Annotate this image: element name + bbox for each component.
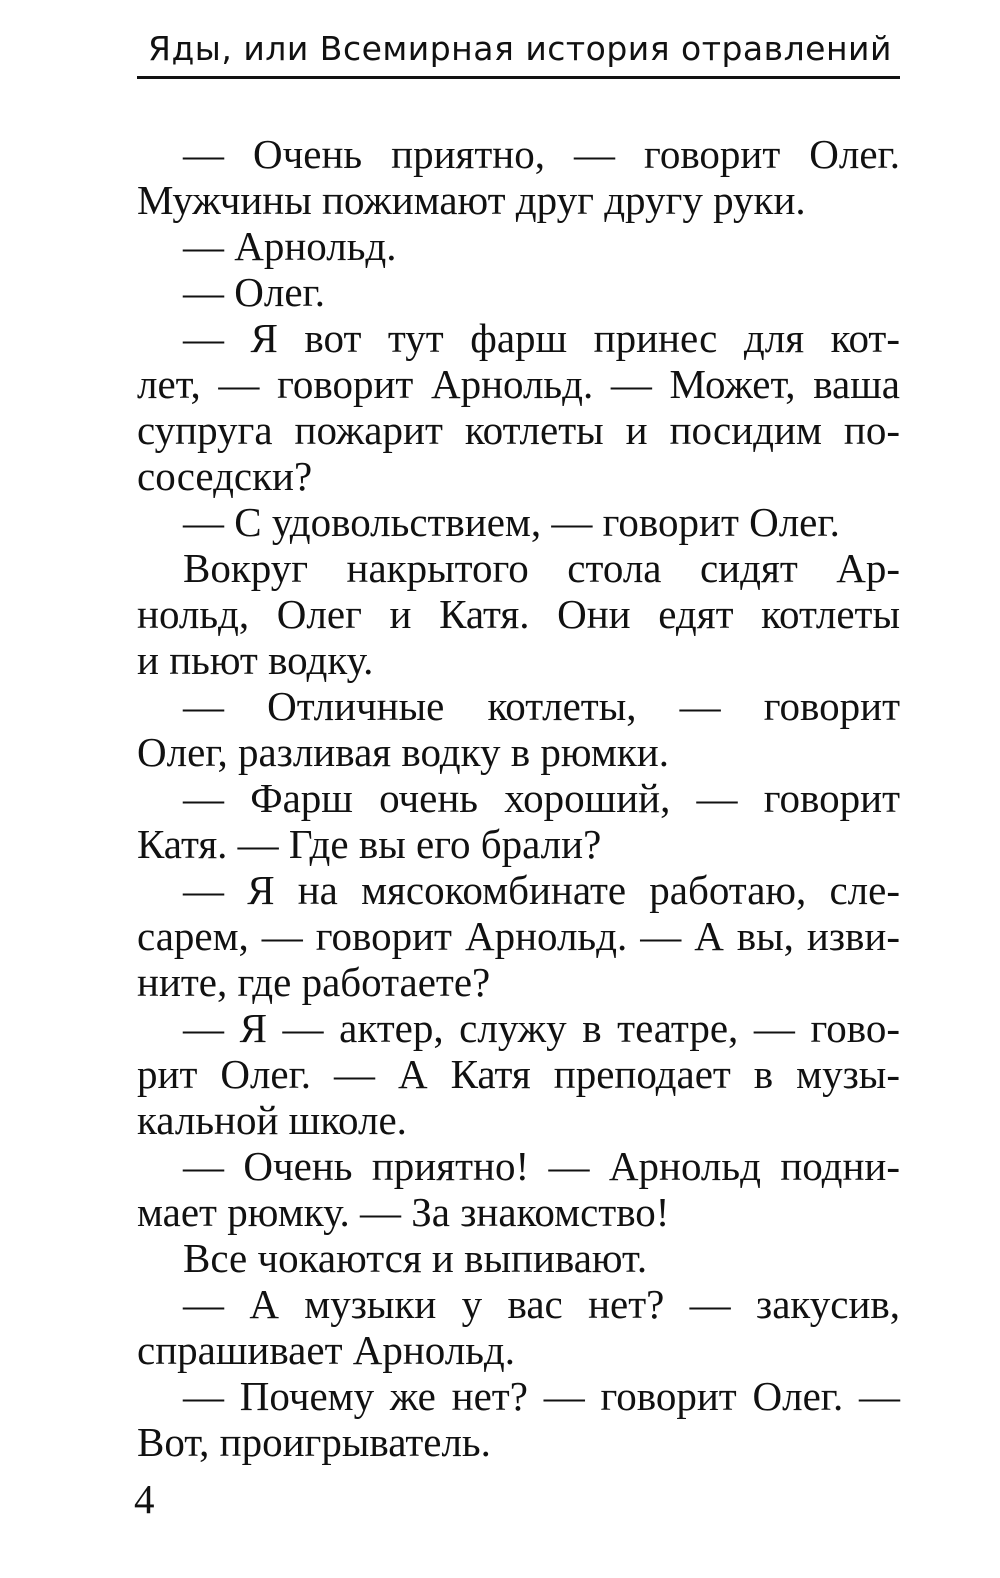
text-line: соседски? — [137, 453, 313, 499]
text-line: — Я — актер, служу в театре, — гово- — [183, 1005, 900, 1051]
text-line: спрашивает Арнольд. — [137, 1327, 516, 1373]
text-line: — Арнольд. — [183, 223, 397, 269]
text-line: — С удовольствием, — говорит Олег. — [183, 499, 840, 545]
body-text — [137, 131, 900, 1465]
text-line: Вот, проигрыватель. — [137, 1419, 491, 1465]
text-line: Олег, разливая водку в рюмки. — [137, 729, 669, 775]
text-line: мает рюмку. — За знакомство! — [137, 1189, 670, 1235]
text-line: — Очень приятно, — говорит Олег. — [183, 131, 900, 177]
page-number: 4 — [134, 1476, 155, 1522]
text-line: Мужчины пожимают друг другу руки. — [137, 177, 806, 223]
running-head-title: Яды, или Всемирная история отравлений — [148, 29, 892, 68]
text-line: кальной школе. — [137, 1097, 407, 1143]
text-line: Все чокаются и выпивают. — [183, 1235, 648, 1281]
text-line: рит Олег. — А Катя преподает в музы- — [137, 1051, 900, 1097]
text-line: лет, — говорит Арнольд. — Может, ваша — [137, 361, 900, 407]
text-line: сарем, — говорит Арнольд. — А вы, изви- — [137, 913, 900, 959]
text-line: — Фарш очень хороший, — говорит — [183, 775, 900, 821]
text-line: нольд, Олег и Катя. Они едят котлеты — [137, 591, 900, 637]
text-line: — Я вот тут фарш принес для кот- — [183, 315, 900, 361]
text-line: и пьют водку. — [137, 637, 374, 683]
text-line: супруга пожарит котлеты и посидим по- — [137, 407, 900, 453]
text-line: — Почему же нет? — говорит Олег. — — [183, 1373, 900, 1419]
text-line: Вокруг накрытого стола сидят Ар- — [183, 545, 900, 591]
text-line: — Отличные котлеты, — говорит — [183, 683, 900, 729]
text-line: — Олег. — [183, 269, 325, 315]
text-line: — Очень приятно! — Арнольд подни- — [183, 1143, 900, 1189]
text-line: — А музыки у вас нет? — закусив, — [183, 1281, 900, 1327]
text-line: — Я на мясокомбинате работаю, сле- — [183, 867, 900, 913]
text-line: Катя. — Где вы его брали? — [137, 821, 602, 867]
text-line: ните, где работаете? — [137, 959, 491, 1005]
header-rule — [137, 76, 900, 79]
